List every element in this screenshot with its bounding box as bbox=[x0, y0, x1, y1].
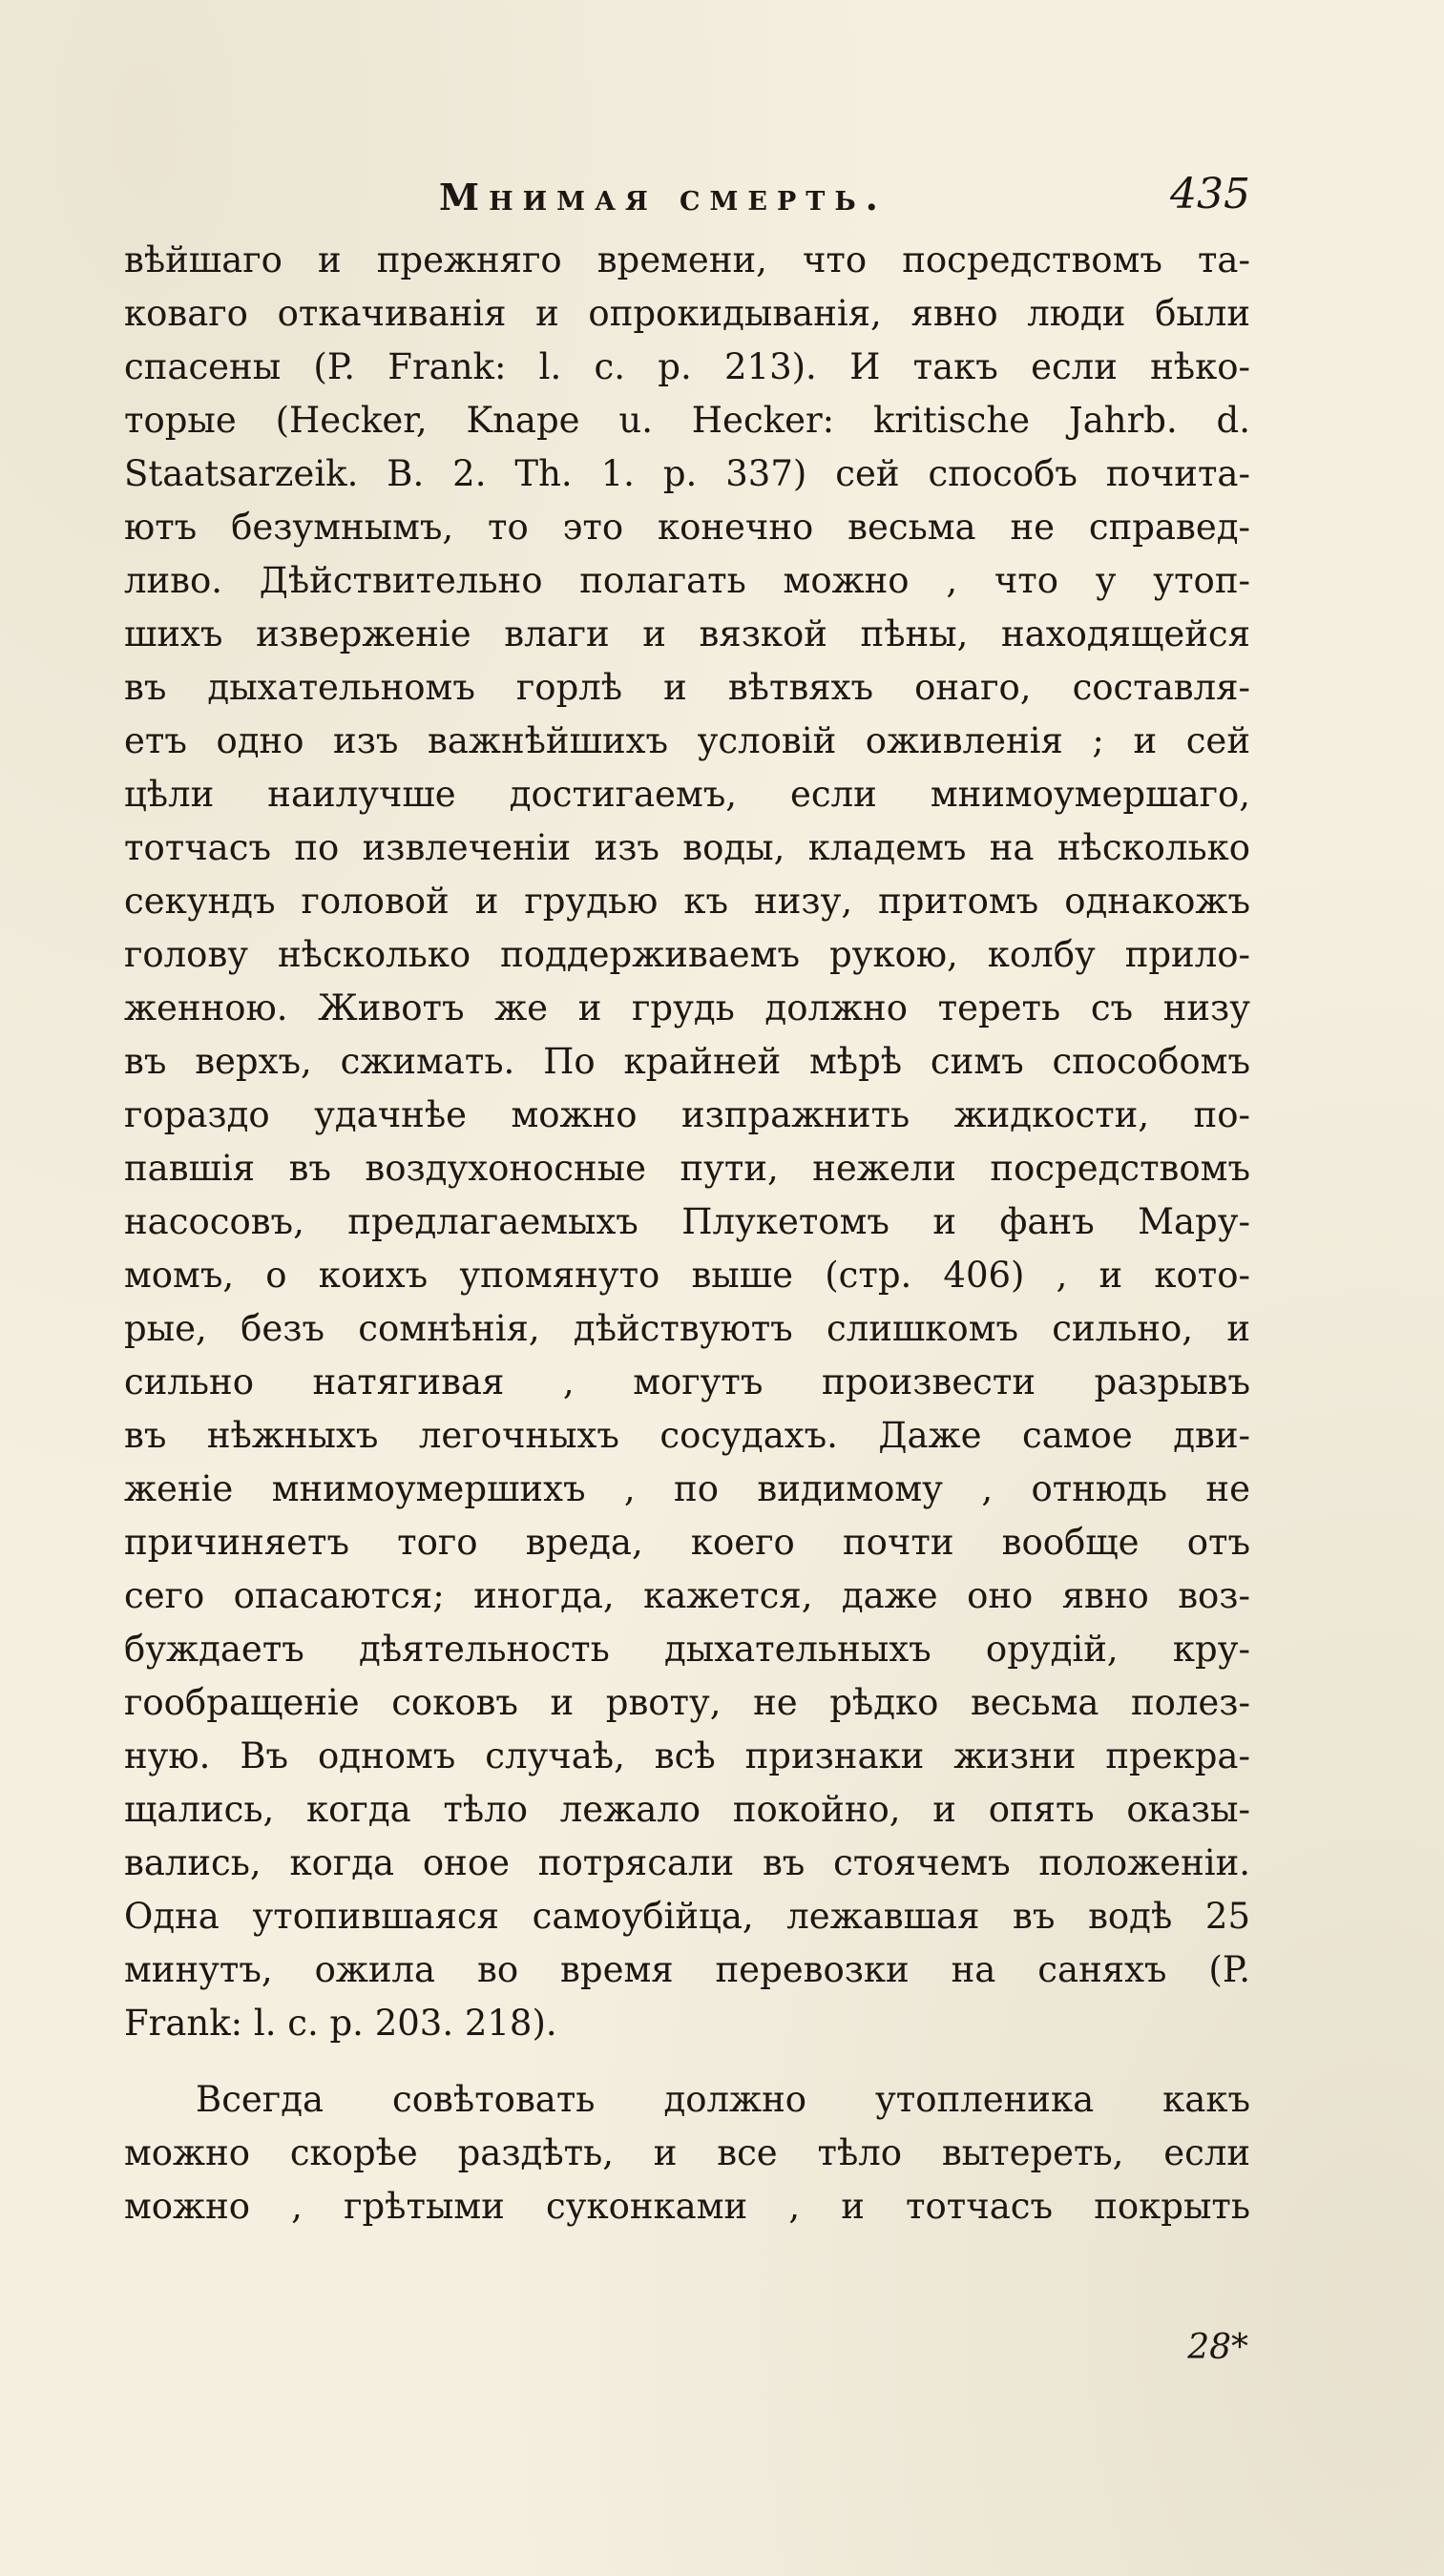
text-line: причиняетъ того вреда, коего почти вообще отъ bbox=[124, 1522, 1250, 1563]
running-title: Мнимая смерть. bbox=[439, 176, 888, 218]
text-line: рые, безъ сомнѣнія, дѣйствуютъ слишкомъ сильно, и bbox=[124, 1308, 1250, 1349]
text-line: можно скорѣе раздѣть, и все тѣло вытереть, если bbox=[124, 2132, 1250, 2173]
text-line: ютъ безумнымъ, то это конечно весьма не справед- bbox=[124, 507, 1250, 548]
text-line: шихъ изверженіе влаги и вязкой пѣны, находящейся bbox=[124, 613, 1250, 654]
text-line: ную. Въ одномъ случаѣ, всѣ признаки жизни прекра- bbox=[124, 1735, 1250, 1776]
paragraph-1 bbox=[124, 234, 1250, 2050]
text-line: минутъ, ожила во время перевозки на саняхъ (P. bbox=[124, 1949, 1250, 1990]
text-line: ливо. Дѣйствительно полагать можно , что у утоп- bbox=[124, 560, 1250, 601]
text-line: момъ, о коихъ упомянуто выше (стр. 406) , и кото- bbox=[124, 1255, 1250, 1296]
text-line: щались, когда тѣло лежало покойно, и опять оказы- bbox=[124, 1789, 1250, 1830]
text-line: вѣйшаго и прежняго времени, что посредствомъ та- bbox=[124, 239, 1250, 280]
text-line: спасены (P. Frank: l. c. p. 213). И такъ если нѣко- bbox=[124, 346, 1250, 387]
text-line: можно , грѣтыми суконками , и тотчасъ покрыть bbox=[124, 2186, 1250, 2227]
text-line: цѣли наилучше достигаемъ, если мнимоумершаго, bbox=[124, 774, 1250, 815]
text-line: Одна утопившаяся самоубійца, лежавшая въ водѣ 25 bbox=[124, 1896, 1250, 1937]
text-line: вались, когда оное потрясали въ стоячемъ положеніи. bbox=[124, 1842, 1250, 1883]
text-line: гораздо удачнѣе можно изпражнить жидкости, по- bbox=[124, 1094, 1250, 1135]
text-line: коваго откачиванія и опрокидыванія, явно люди были bbox=[124, 293, 1250, 334]
text-line: павшія въ воздухоносные пути, нежели посредствомъ bbox=[124, 1148, 1250, 1189]
text-line: буждаетъ дѣятельность дыхательныхъ орудій, кру- bbox=[124, 1629, 1250, 1670]
text-line: секундъ головой и грудью къ низу, притомъ однакожъ bbox=[124, 881, 1250, 922]
text-line: Staatsarzeik. B. 2. Th. 1. p. 337) сей способъ почита- bbox=[124, 453, 1250, 494]
text-line: въ дыхательномъ горлѣ и вѣтвяхъ онаго, составля- bbox=[124, 667, 1250, 708]
text-line: насосовъ, предлагаемыхъ Плукетомъ и фанъ Мару- bbox=[124, 1201, 1250, 1242]
text-line: гообращеніе соковъ и рвоту, не рѣдко весьма полез- bbox=[124, 1682, 1250, 1723]
text-line: въ верхъ, сжимать. По крайней мѣрѣ симъ способомъ bbox=[124, 1041, 1250, 1082]
signature-mark: 28* bbox=[1187, 2328, 1248, 2367]
text-line: голову нѣсколько поддерживаемъ рукою, колбу прило- bbox=[124, 934, 1250, 975]
text-line: сего опасаются; иногда, кажется, даже оно явно воз- bbox=[124, 1575, 1250, 1616]
text-line: торые (Hecker, Knape u. Hecker: kritische Jahrb. d. bbox=[124, 400, 1250, 441]
body-text bbox=[124, 234, 1250, 2233]
text-line: Всегда совѣтовать должно утопленика какъ bbox=[196, 2079, 1250, 2120]
text-line: женіе мнимоумершихъ , по видимому , отнюдь не bbox=[124, 1468, 1250, 1509]
text-line: въ нѣжныхъ легочныхъ сосудахъ. Даже самое дви- bbox=[124, 1415, 1250, 1456]
text-line: женною. Животъ же и грудь должно тереть съ низу bbox=[124, 987, 1250, 1028]
text-line: Frank: l. c. p. 203. 218). bbox=[124, 2003, 557, 2044]
paragraph-2 bbox=[124, 2073, 1250, 2233]
page-header bbox=[439, 170, 1250, 227]
text-line: етъ одно изъ важнѣйшихъ условій оживленія ; и сей bbox=[124, 720, 1250, 761]
text-line: тотчасъ по извлеченіи изъ воды, кладемъ на нѣсколько bbox=[124, 827, 1250, 868]
page-number: 435 bbox=[1170, 170, 1250, 218]
paragraph-gap bbox=[124, 2050, 1250, 2073]
text-line: сильно натягивая , могутъ произвести разрывъ bbox=[124, 1361, 1250, 1402]
